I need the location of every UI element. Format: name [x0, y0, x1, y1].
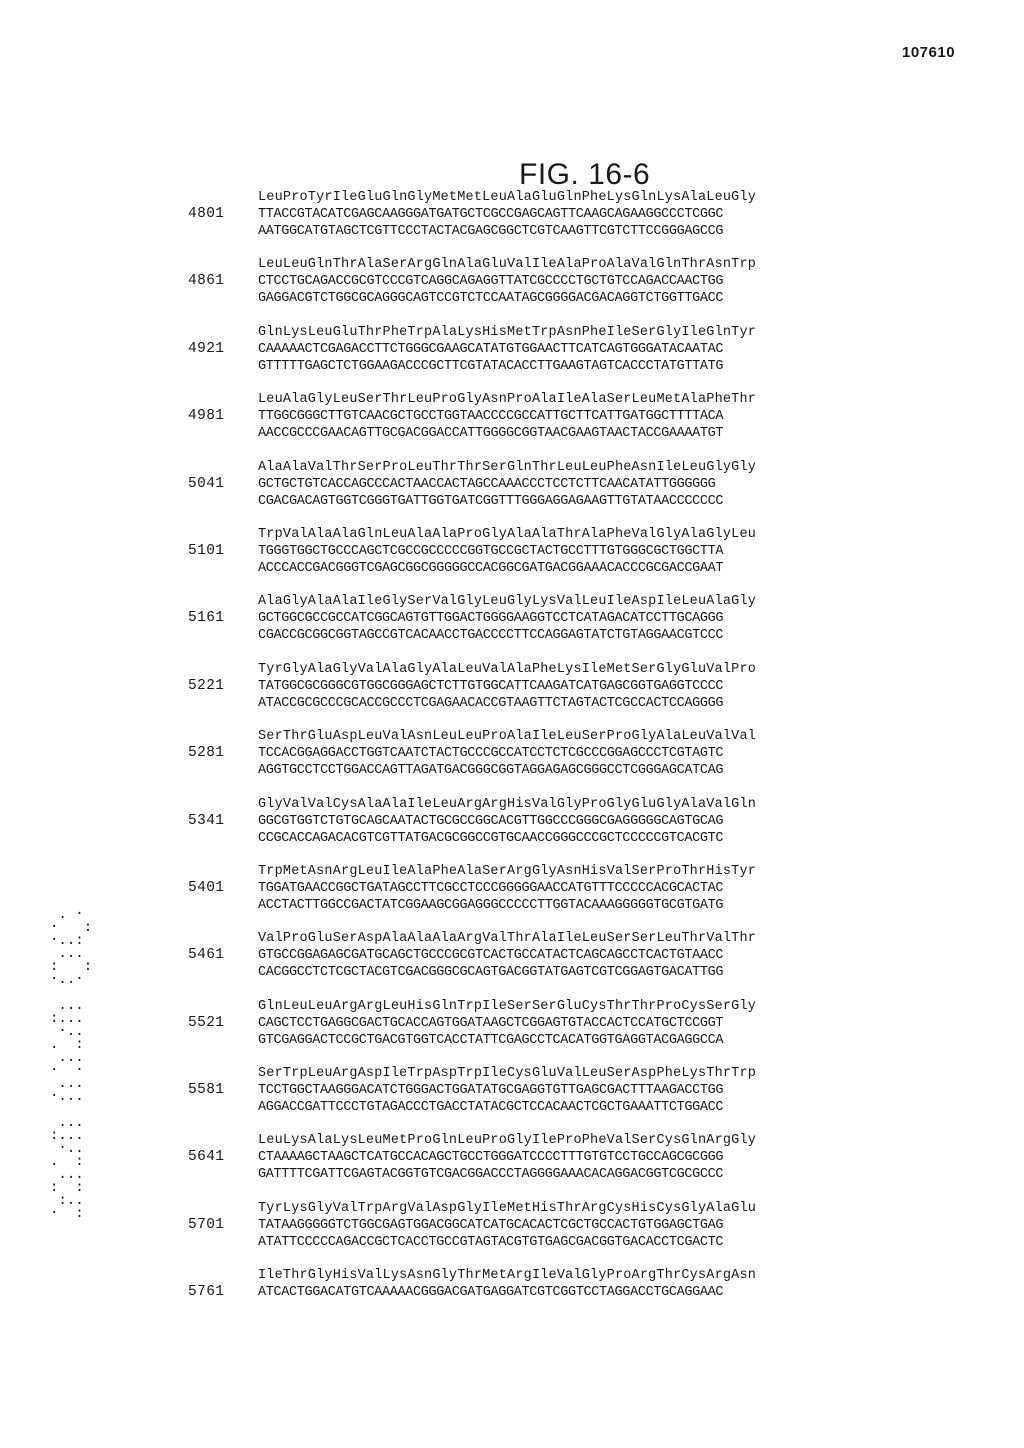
amino-acid-line: LeuLeuGlnThrAlaSerArgGlnAlaGluValIleAlaProAlaValGlnThrAsnTrp — [258, 257, 757, 273]
sequence-block — [0, 1200, 1024, 1267]
sequence-block — [0, 863, 1024, 930]
sequence-position: 5101 — [188, 542, 225, 559]
amino-acid-line: GlnLysLeuGluThrPheTrpAlaLysHisMetTrpAsnPheIleSerGlyIleGlnTyr — [258, 324, 757, 340]
amino-acid-line: TyrGlyAlaGlyValAlaGlyAlaLeuValAlaPheLysIleMetSerGlyGluValPro — [258, 661, 757, 677]
dna-bottom-strand: CGACCGCGGCGGTAGCCGTCACAACCTGACCCCTTCCAGGAGTATCTGTAGGAACGTCCC — [258, 628, 724, 644]
amino-acid-line: AlaGlyAlaAlaIleGlySerValGlyLeuGlyLysValLeuIleAspIleLeuAlaGly — [258, 594, 757, 610]
figure-title: FIG. 16-6 — [519, 158, 651, 191]
dna-bottom-strand: AGGTGCCTCCTGGACCAGTTAGATGACGGGCGGTAGGAGAGCGGGCCTCGGGAGCATCAG — [258, 763, 724, 779]
margin-dot-pattern: . · · : ·..: ... : : ·..· ... :... ·.. . : ... · · ... ·... ... :... ·.. . : ... : : :.. · : — [50, 906, 93, 1221]
sequence-position: 4801 — [188, 206, 225, 222]
sequence-block — [0, 593, 1024, 660]
dna-bottom-strand: GAGGACGTCTGGCGCAGGGCAGTCCGTCTCCAATAGCGGGGACGACAGGTCTGGTTGACC — [258, 291, 724, 307]
dna-top-strand: TTACCGTACATCGAGCAAGGGATGATGCTCGCCGAGCAGTTCAAGCAGAAGGCCCTCGGC — [258, 207, 724, 222]
dna-bottom-strand: ACCTACTTGGCCGACTATCGGAAGCGGAGGGCCCCCTTGGTACAAAGGGGGTGCGTGATG — [258, 897, 724, 913]
page-number: 107610 — [902, 44, 956, 61]
sequence-position: 5581 — [188, 1082, 225, 1099]
dna-top-strand: TATGGCGCGGGCGTGGCGGGAGCTCTTGTGGCATTCAAGATCATGAGCGGTGAGGTCCCC — [258, 678, 724, 694]
dna-top-strand: GCTGCTGTCACCAGCCCACTAACCACTAGCCAAACCCTCCTCTTCAACATATTGGGGGG — [258, 476, 716, 492]
sequence-position: 5401 — [188, 879, 225, 896]
dna-bottom-strand: ACCCACCGACGGGTCGAGCGGCGGGGGCCACGGCGATGACGGAAACACCCGCGACCGAAT — [258, 560, 724, 576]
sequence-position: 4921 — [188, 340, 225, 357]
amino-acid-line: ValProGluSerAspAlaAlaAlaArgValThrAlaIleLeuSerSerLeuThrValThr — [258, 931, 757, 947]
amino-acid-line: SerThrGluAspLeuValAsnLeuLeuProAlaIleLeuSerProGlyAlaLeuValVal — [258, 729, 757, 745]
amino-acid-line: LeuAlaGlyLeuSerThrLeuProGlyAsnProAlaIleAlaSerLeuMetAlaPheThr — [258, 392, 757, 408]
sequence-block — [0, 930, 1024, 997]
sequence-block — [0, 324, 1024, 391]
dna-top-strand: TATAAGGGGGTCTGGCGAGTGGACGGCATCATGCACACTCGCTGCCACTGTGGAGCTGAG — [258, 1217, 724, 1233]
amino-acid-line: TrpMetAsnArgLeuIleAlaPheAlaSerArgGlyAsnHisValSerProThrHisTyr — [258, 863, 757, 879]
amino-acid-line: TyrLysGlyValTrpArgValAspGlyIleMetHisThrArgCysHisCysGlyAlaGlu — [258, 1200, 757, 1216]
sequence-block — [0, 661, 1024, 728]
dna-bottom-strand: ATACCGCGCCCGCACCGCCCTCGAGAACACCGTAAGTTCTAGTACTCGCCACTCCAGGGG — [258, 695, 724, 711]
dna-bottom-strand: AATGGCATGTAGCTCGTTCCCTACTACGAGCGGCTCGTCAAGTTCGTCTTCCGGGAGCCG — [258, 224, 724, 239]
amino-acid-line: IleThrGlyHisValLysAsnGlyThrMetArgIleValGlyProArgThrCysArgAsn — [258, 1268, 757, 1284]
sequence-listing — [0, 189, 1024, 1335]
dna-bottom-strand: GTCGAGGACTCCGCTGACGTGGTCACCTATTCGAGCCTCACATGGTGAGGTACGAGGCCA — [258, 1032, 724, 1048]
sequence-position: 5701 — [188, 1216, 225, 1233]
amino-acid-line: TrpValAlaAlaGlnLeuAlaAlaProGlyAlaAlaThrAlaPheValGlyAlaGlyLeu — [258, 526, 757, 542]
dna-top-strand: TGGATGAACCGGCTGATAGCCTTCGCCTCCCGGGGGAACCATGTTTCCCCCACGCACTAC — [258, 880, 724, 896]
sequence-position: 5221 — [188, 677, 225, 694]
dna-top-strand: ATCACTGGACATGTCAAAAACGGGACGATGAGGATCGTCGGTCCTAGGACCTGCAGGAAC — [258, 1285, 724, 1301]
dna-top-strand: TCCTGGCTAAGGGACATCTGGGACTGGATATGCGAGGTGTTGAGCGACTTTAAGACCTGG — [258, 1083, 724, 1099]
dna-top-strand: CAAAAACTCGAGACCTTCTGGGCGAAGCATATGTGGAACTTCATCAGTGGGATACAATAC — [258, 341, 724, 357]
amino-acid-line: LeuLysAlaLysLeuMetProGlnLeuProGlyIleProPheValSerCysGlnArgGly — [258, 1133, 757, 1149]
sequence-block — [0, 1065, 1024, 1132]
dna-bottom-strand: CCGCACCAGACACGTCGTTATGACGCGGCCGTGCAACCGGGCCCGCTCCCCCGTCACGTC — [258, 830, 724, 846]
dna-top-strand: GGCGTGGTCTGTGCAGCAATACTGCGCCGGCACGTTGGCCCGGGCGAGGGGGCAGTGCAG — [258, 813, 724, 829]
sequence-position: 5521 — [188, 1014, 225, 1031]
dna-bottom-strand: CGACGACAGTGGTCGGGTGATTGGTGATCGGTTTGGGAGGAGAAGTTGTATAACCCCCCC — [258, 493, 724, 509]
sequence-block — [0, 1132, 1024, 1199]
dna-top-strand: CTCCTGCAGACCGCGTCCCGTCAGGCAGAGGTTATCGCCCCTGCTGTCCAGACCAACTGG — [258, 274, 724, 290]
dna-bottom-strand: GTTTTTGAGCTCTGGAAGACCCGCTTCGTATACACCTTGAAGTAGTCACCCTATGTTATG — [258, 358, 724, 374]
dna-top-strand: CAGCTCCTGAGGCGACTGCACCAGTGGATAAGCTCGGAGTGTACCACTCCATGCTCCGGT — [258, 1015, 724, 1031]
dna-bottom-strand: ATATTCCCCCAGACCGCTCACCTGCCGTAGTACGTGTGAGCGACGGTGACACCTCGACTC — [258, 1234, 724, 1250]
sequence-position: 4981 — [188, 408, 225, 425]
dna-top-strand: GCTGGCGCCGCCATCGGCAGTGTTGGACTGGGGAAGGTCCTCATAGACATCCTTGCAGGG — [258, 611, 724, 627]
amino-acid-line: AlaAlaValThrSerProLeuThrThrSerGlnThrLeuLeuPheAsnIleLeuGlyGly — [258, 459, 757, 475]
dna-bottom-strand: AGGACCGATTCCCTGTAGACCCTGACCTATACGCTCCACAACTCGCTGAAATTCTGGACC — [258, 1100, 724, 1116]
sequence-position: 5761 — [188, 1284, 225, 1301]
sequence-block — [0, 1267, 1024, 1334]
dna-top-strand: CTAAAAGCTAAGCTCATGCCACAGCTGCCTGGGATCCCCTTTGTGTCCTGCCAGCGCGGG — [258, 1150, 724, 1166]
sequence-position: 5281 — [188, 745, 225, 762]
dna-bottom-strand: AACCGCCCGAACAGTTGCGACGGACCATTGGGGCGGTAACGAAGTAACTACCGAAAATGT — [258, 426, 724, 442]
sequence-block — [0, 998, 1024, 1065]
sequence-position: 4861 — [188, 273, 225, 290]
sequence-block — [0, 256, 1024, 323]
sequence-position: 5041 — [188, 475, 225, 492]
dna-top-strand: GTGCCGGAGAGCGATGCAGCTGCCCGCGTCACTGCCATACTCAGCAGCCTCACTGTAACC — [258, 948, 724, 964]
sequence-block — [0, 796, 1024, 863]
sequence-position: 5161 — [188, 610, 225, 627]
sequence-block — [0, 391, 1024, 458]
sequence-block — [0, 189, 1024, 256]
sequence-block — [0, 728, 1024, 795]
amino-acid-line: SerTrpLeuArgAspIleTrpAspTrpIleCysGluValLeuSerAspPheLysThrTrp — [258, 1066, 757, 1082]
sequence-position: 5341 — [188, 812, 225, 829]
amino-acid-line: LeuProTyrIleGluGlnGlyMetMetLeuAlaGluGlnPheLysGlnLysAlaLeuGly — [258, 190, 757, 205]
sequence-block — [0, 459, 1024, 526]
dna-top-strand: TCCACGGAGGACCTGGTCAATCTACTGCCCGCCATCCTCTCGCCCGGAGCCCTCGTAGTC — [258, 746, 724, 762]
dna-top-strand: TTGGCGGGCTTGTCAACGCTGCCTGGTAACCCCGCCATTGCTTCATTGATGGCTTTTACA — [258, 409, 724, 425]
amino-acid-line: GlyValValCysAlaAlaIleLeuArgArgHisValGlyProGlyGluGlyAlaValGln — [258, 796, 757, 812]
sequence-position: 5461 — [188, 947, 225, 964]
dna-top-strand: TGGGTGGCTGCCCAGCTCGCCGCCCCCGGTGCCGCTACTGCCTTTGTGGGCGCTGGCTTA — [258, 543, 724, 559]
dna-bottom-strand: GATTTTCGATTCGAGTACGGTGTCGACGGACCCTAGGGGAAACACAGGACGGTCGCGCCC — [258, 1167, 724, 1183]
sequence-block — [0, 526, 1024, 593]
sequence-position: 5641 — [188, 1149, 225, 1166]
dna-bottom-strand: CACGGCCTCTCGCTACGTCGACGGGCGCAGTGACGGTATGAGTCGTCGGAGTGACATTGG — [258, 965, 724, 981]
amino-acid-line: GlnLeuLeuArgArgLeuHisGlnTrpIleSerSerGluCysThrThrProCysSerGly — [258, 998, 757, 1014]
